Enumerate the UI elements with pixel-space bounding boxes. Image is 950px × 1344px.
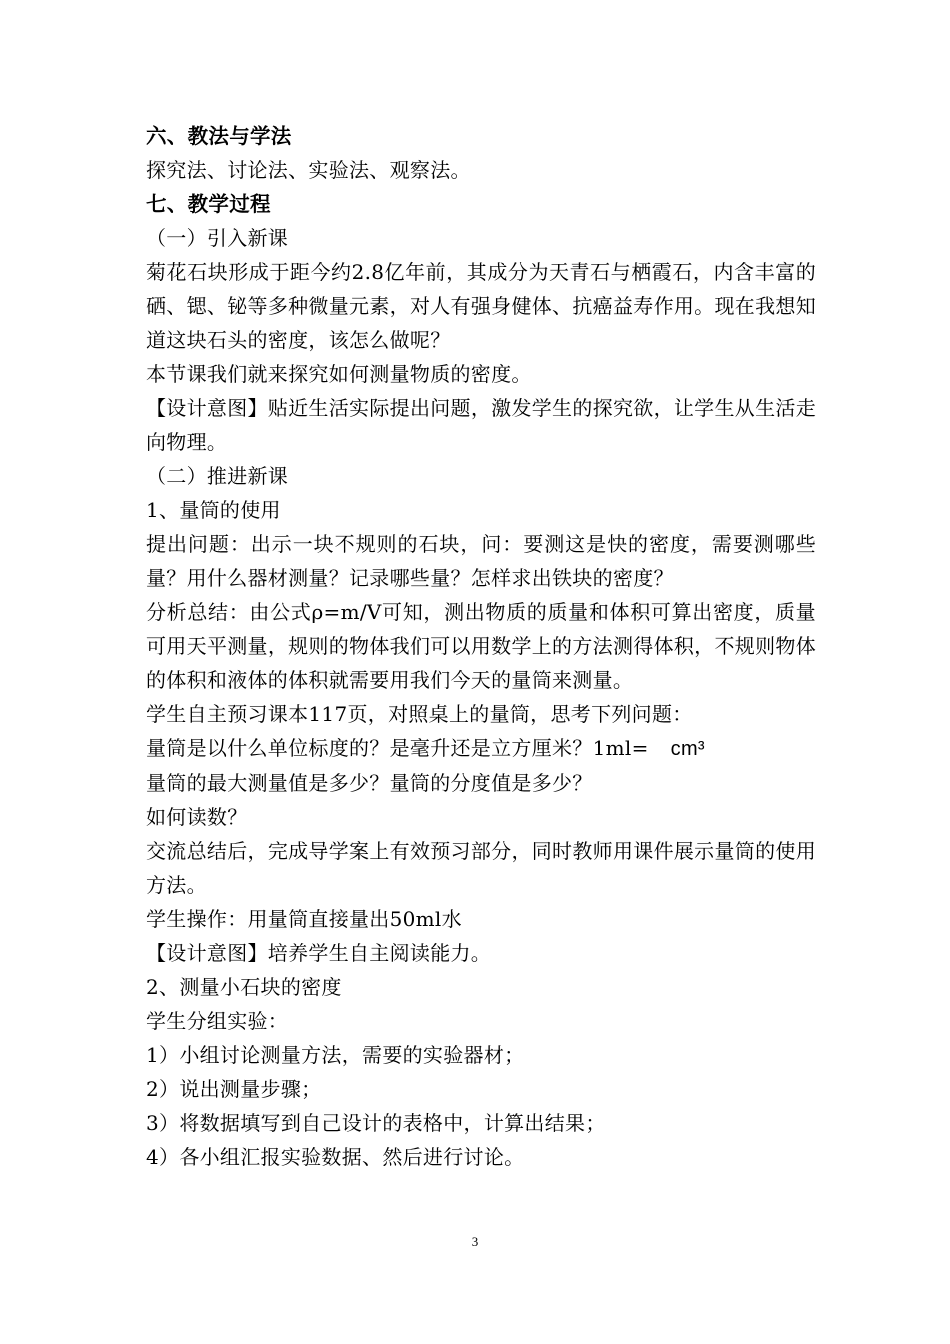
page-body xyxy=(146,119,816,1174)
paragraph-summary: 交流总结后，完成导学案上有效预习部分，同时教师用课件展示量筒的使用方法。 xyxy=(146,839,816,897)
subheading-new-lesson: （二）推进新课 xyxy=(146,464,289,488)
list-item-step-4: 4）各小组汇报实验数据、然后进行讨论。 xyxy=(146,1145,525,1169)
paragraph-student-operation: 学生操作：用量筒直接量出50ml水 xyxy=(146,907,462,931)
paragraph-unit-question xyxy=(146,731,816,766)
section-heading-7: 七、教学过程 xyxy=(146,192,271,216)
paragraph-question: 提出问题：出示一块不规则的石块，问：要测这是快的密度，需要测哪些量？用什么器材测量？记录哪些量？怎样求出铁块的密度？ xyxy=(146,532,816,590)
list-item-step-1: 1）小组讨论测量方法，需要的实验器材； xyxy=(146,1043,525,1067)
unit-question-text: 量筒是以什么单位标度的？是毫升还是立方厘米？1ml= xyxy=(146,736,649,760)
paragraph-design-intent-2: 【设计意图】培养学生自主阅读能力。 xyxy=(146,941,492,965)
item-stone-density: 2、测量小石块的密度 xyxy=(146,975,342,999)
paragraph-design-intent-1: 【设计意图】贴近生活实际提出问题，激发学生的探究欲，让学生从生活走向物理。 xyxy=(146,396,816,454)
paragraph-reading-question: 如何读数？ xyxy=(146,805,248,829)
paragraph-preview: 学生自主预习课本117页，对照桌上的量筒，思考下列问题： xyxy=(146,702,693,726)
subheading-intro: （一）引入新课 xyxy=(146,226,289,250)
section-heading-6: 六、教法与学法 xyxy=(146,124,292,148)
paragraph-methods: 探究法、讨论法、实验法、观察法。 xyxy=(146,158,471,182)
unit-suffix: cm³ xyxy=(670,738,705,760)
paragraph-chrysanthemum-stone: 菊花石块形成于距今约2.8亿年前，其成分为天青石与栖霞石，内含丰富的硒、锶、铋等多种微量元素，对人有强身健体、抗癌益寿作用。现在我想知道这块石头的密度，该怎么做呢？ xyxy=(146,260,816,352)
paragraph-group-experiment: 学生分组实验： xyxy=(146,1009,289,1033)
list-item-step-2: 2）说出测量步骤； xyxy=(146,1077,322,1101)
list-item-step-3: 3）将数据填写到自己设计的表格中，计算出结果； xyxy=(146,1111,606,1135)
paragraph-lesson-goal: 本节课我们就来探究如何测量物质的密度。 xyxy=(146,362,532,386)
paragraph-range-question: 量筒的最大测量值是多少？量筒的分度值是多少？ xyxy=(146,771,593,795)
page-number: 3 xyxy=(471,1234,479,1249)
paragraph-analysis: 分析总结：由公式ρ=m/V可知，测出物质的质量和体积可算出密度，质量可用天平测量，规则的物体我们可以用数学上的方法测得体积，不规则物体的体积和液体的体积就需要用我们今天的量筒来测量。 xyxy=(146,600,816,692)
item-graduated-cylinder: 1、量筒的使用 xyxy=(146,498,281,522)
